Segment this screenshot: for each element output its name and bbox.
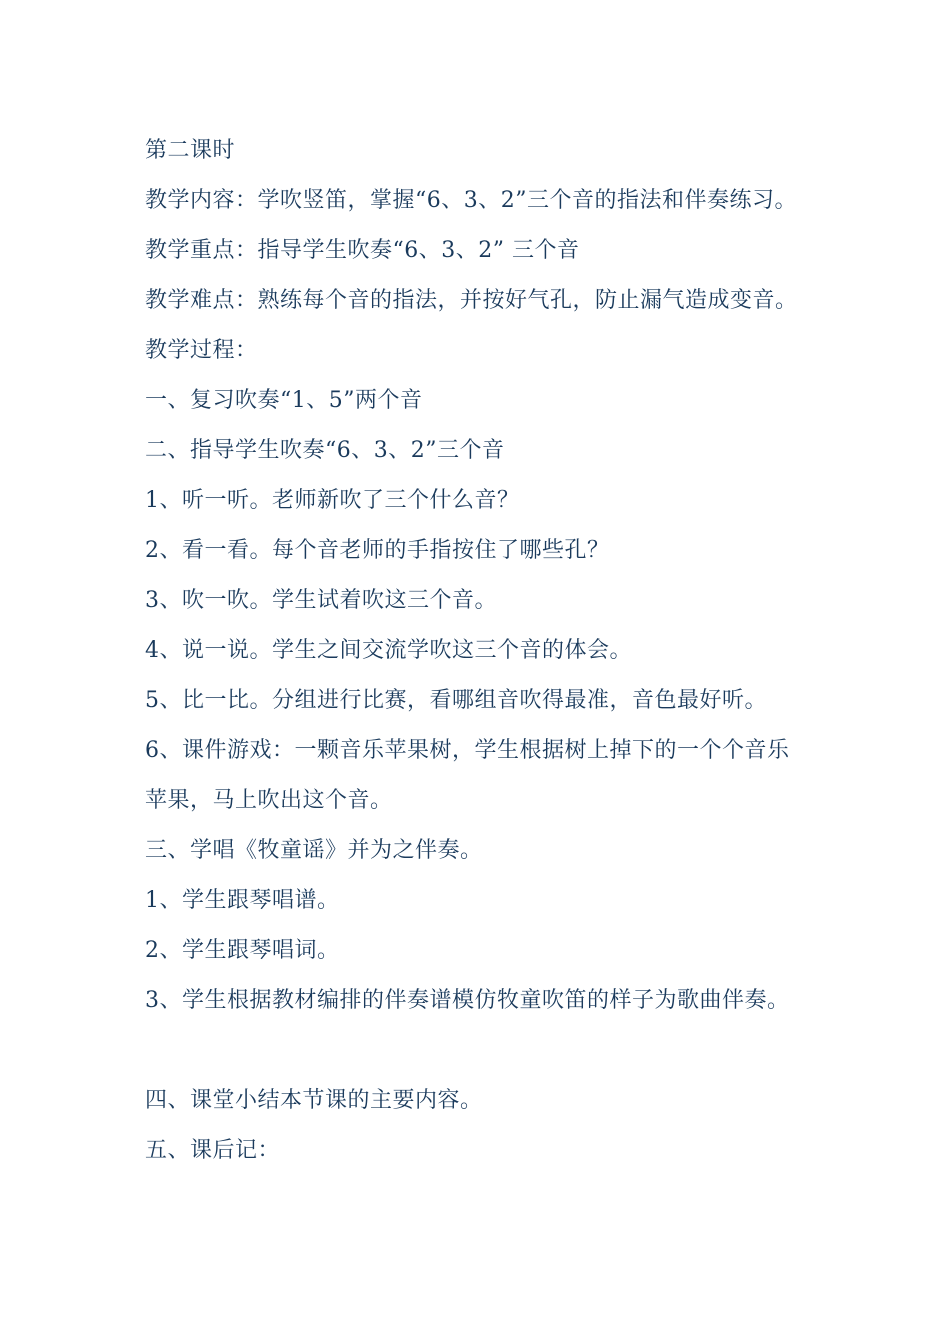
teaching-process-heading: 教学过程： — [145, 338, 258, 363]
teaching-difficulty: 教学难点：熟练每个音的指法，并按好气孔，防止漏气造成变音。 — [145, 288, 798, 313]
section-two: 二、指导学生吹奏“6、3、2”三个音 — [145, 438, 505, 463]
lesson-title: 第二课时 — [145, 138, 236, 163]
section-four: 四、课堂小结本节课的主要内容。 — [145, 1088, 483, 1113]
sing-score: 1、学生跟琴唱谱。 — [145, 888, 340, 913]
accompaniment-practice: 3、学生根据教材编排的伴奏谱模仿牧童吹笛的样子为歌曲伴奏。 — [145, 988, 790, 1013]
step-compete: 5、比一比。分组进行比赛，看哪组音吹得最准，音色最好听。 — [145, 688, 767, 713]
step-game-continued: 苹果，马上吹出这个音。 — [145, 788, 393, 813]
blank-line — [145, 1026, 845, 1076]
teaching-focus: 教学重点：指导学生吹奏“6、3、2” 三个音 — [145, 238, 580, 263]
teaching-content: 教学内容：学吹竖笛，掌握“6、3、2”三个音的指法和伴奏练习。 — [145, 188, 797, 213]
section-five: 五、课后记： — [145, 1138, 281, 1163]
section-one: 一、复习吹奏“1、5”两个音 — [145, 388, 423, 413]
lesson-plan-body — [145, 126, 845, 1176]
step-look: 2、看一看。每个音老师的手指按住了哪些孔？ — [145, 538, 610, 563]
section-three: 三、学唱《牧童谣》并为之伴奏。 — [145, 838, 483, 863]
step-blow: 3、吹一吹。学生试着吹这三个音。 — [145, 588, 497, 613]
step-discuss: 4、说一说。学生之间交流学吹这三个音的体会。 — [145, 638, 632, 663]
step-game: 6、课件游戏：一颗音乐苹果树，学生根据树上掉下的一个个音乐 — [145, 738, 790, 763]
sing-lyrics: 2、学生跟琴唱词。 — [145, 938, 340, 963]
step-listen: 1、听一听。老师新吹了三个什么音？ — [145, 488, 520, 513]
